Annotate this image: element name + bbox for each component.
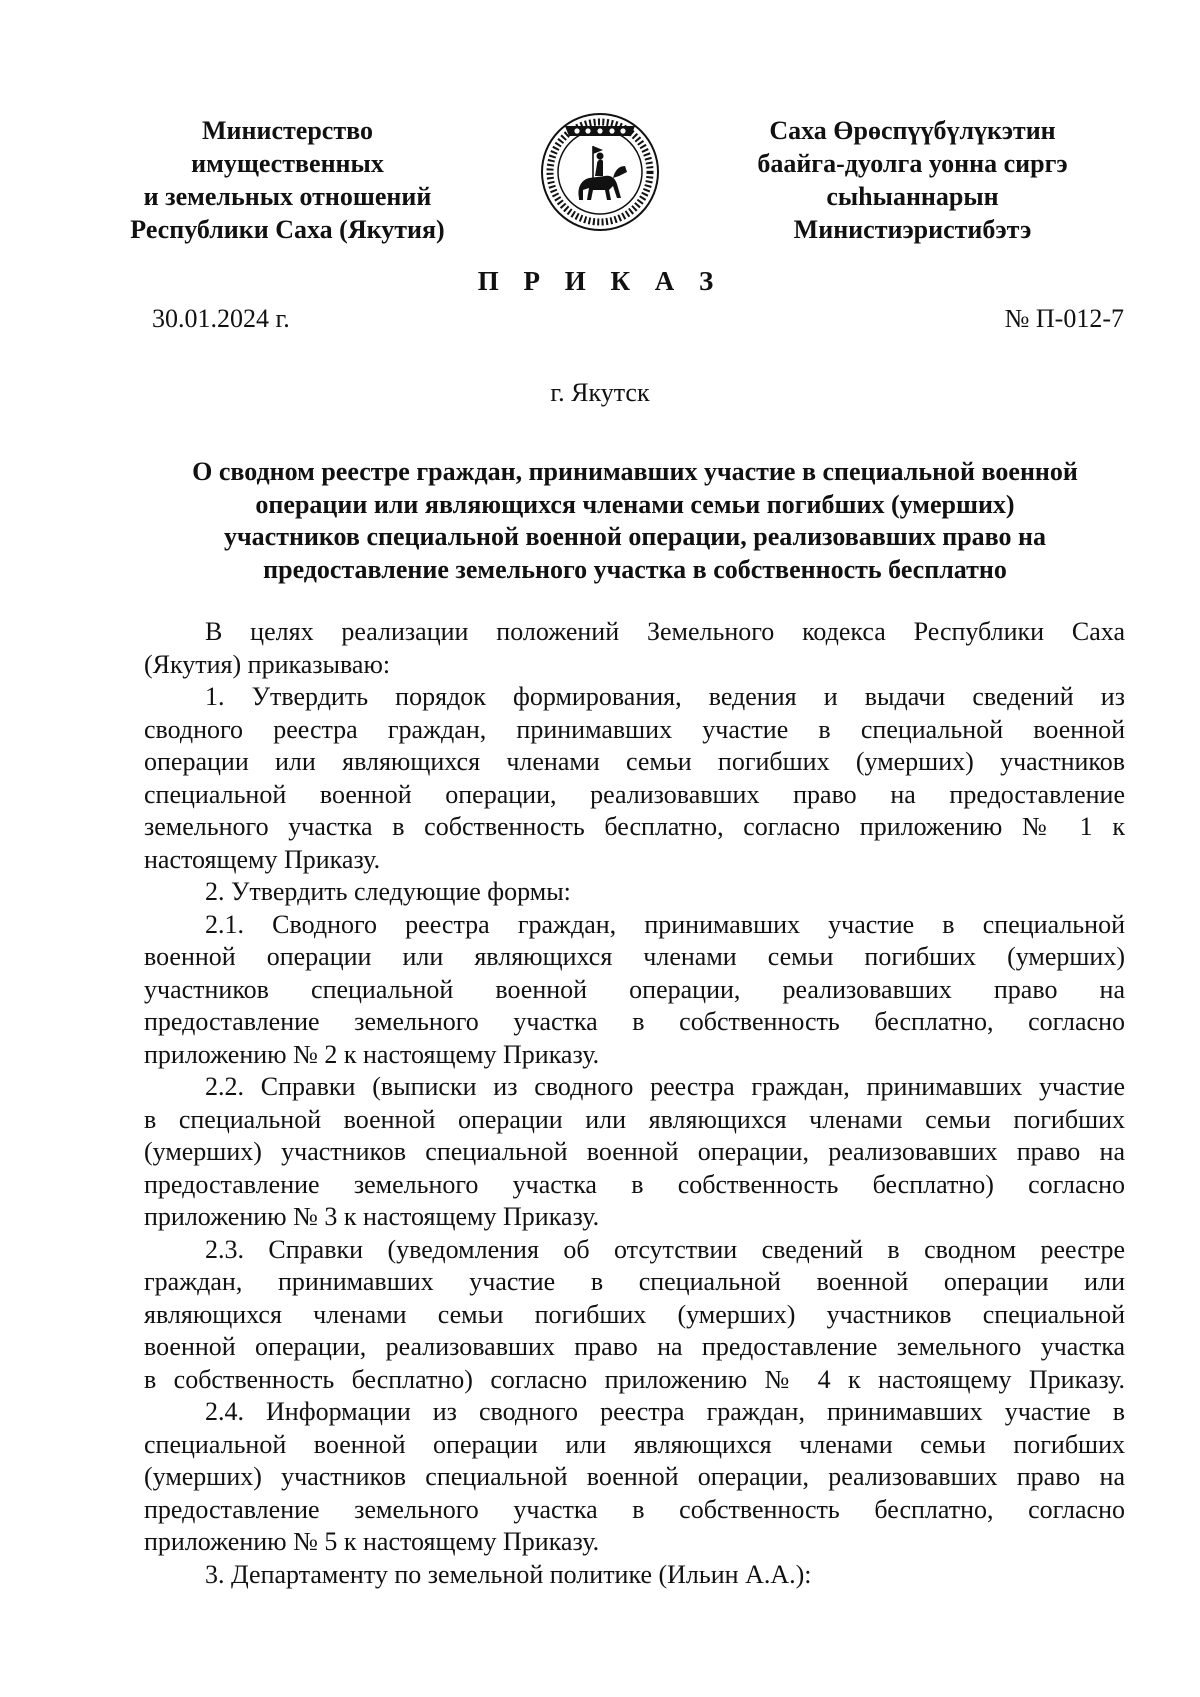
ministry-name-line: Министерство — [202, 116, 373, 145]
ministry-name-line: баайга-дуолга уонна сиргэ — [757, 149, 1068, 178]
body-line: приложению № 5 к настоящему Приказу. — [144, 1527, 600, 1556]
ministry-name-line: сыһыаннарын — [826, 182, 999, 211]
body-line: настоящему Приказу. — [144, 844, 381, 874]
body-line: 2.4. Информации из сводного реестра граждан, принимавших участие в — [205, 1397, 1125, 1426]
order-subject — [140, 456, 1130, 586]
body-line: военной операции или являющихся членами семьи погибших (умерших) — [144, 942, 1125, 971]
ministry-name-russian — [100, 114, 475, 246]
body-line: 3. Департаменту по земельной политике (Ильин А.А.): — [205, 1559, 812, 1589]
body-line: 2.2. Справки (выписки из сводного реестра граждан, принимавших участие — [205, 1072, 1125, 1101]
ministry-name-line: Республики Саха (Якутия) — [130, 215, 445, 244]
body-line: специальной военной операции или являющихся членами семьи погибших — [144, 1429, 1125, 1459]
body-line: приложению № 3 к настоящему Приказу. — [144, 1202, 600, 1231]
subject-line: участников специальной военной операции, реализовавших право на — [223, 522, 1047, 551]
body-line: операции или являющихся членами семьи погибших (умерших) участников — [144, 747, 1125, 776]
body-line: (умерших) участников специальной военной операции, реализовавших право на — [144, 1137, 1125, 1166]
order-number: № П-012-7 — [1004, 304, 1124, 333]
body-line: 1. Утвердить порядок формирования, ведения и выдачи сведений из — [205, 682, 1125, 711]
ministry-name-line: и земельных отношений — [143, 182, 432, 211]
body-line: в собственность бесплатно) согласно приложению № 4 к настоящему Приказу. — [144, 1364, 1125, 1394]
ministry-name-line: Саха Өрөспүүбүлүкэтин — [769, 116, 1056, 145]
subject-line: предоставление земельного участка в собственность бесплатно — [263, 554, 1007, 584]
body-line: (Якутия) приказываю: — [144, 649, 391, 679]
ministry-name-sakha — [680, 114, 1145, 246]
order-title: П Р И К А З — [477, 266, 723, 296]
body-line: участников специальной военной операции, реализовавших право на — [144, 974, 1125, 1004]
body-line: предоставление земельного участка в собственность бесплатно, согласно — [144, 1494, 1125, 1524]
sakha-republic-emblem-icon — [535, 106, 665, 236]
body-line: являющихся членами семьи погибших (умерших) участников специальной — [144, 1299, 1125, 1329]
body-line: земельного участка в собственность бесплатно, согласно приложению № 1 к — [144, 812, 1125, 841]
order-city: г. Якутск — [550, 378, 650, 407]
body-line: приложению № 2 к настоящему Приказу. — [144, 1039, 600, 1069]
body-line: в специальной военной операции или являющихся членами семьи погибших — [144, 1104, 1125, 1134]
body-line: 2.3. Справки (уведомления об отсутствии сведений в сводном реестре — [205, 1234, 1125, 1264]
body-line: предоставление земельного участка в собственность бесплатно, согласно — [144, 1007, 1125, 1036]
order-date: 30.01.2024 г. — [152, 304, 290, 333]
body-line: (умерших) участников специальной военной операции, реализовавших право на — [144, 1462, 1125, 1491]
order-body — [144, 616, 1125, 1591]
body-line: 2. Утвердить следующие формы: — [205, 877, 571, 906]
subject-line: операции или являющихся членами семьи погибших (умерших) — [255, 489, 1015, 519]
body-line: специальной военной операции, реализовавших право на предоставление — [144, 779, 1125, 809]
body-line: В целях реализации положений Земельного кодекса Республики Саха — [205, 617, 1125, 646]
body-line: предоставление земельного участка в собственность бесплатно) согласно — [144, 1169, 1125, 1199]
body-line: сводного реестра граждан, принимавших участие в специальной военной — [144, 714, 1125, 744]
subject-line: О сводном реестре граждан, принимавших участие в специальной военной — [192, 457, 1078, 486]
body-line: граждан, принимавших участие в специальной военной операции или — [144, 1267, 1125, 1296]
ministry-name-line: имущественных — [191, 149, 384, 178]
ministry-name-line: Министиэристибэтэ — [793, 215, 1032, 244]
body-line: военной операции, реализовавших право на предоставление земельного участка — [144, 1332, 1125, 1361]
body-line: 2.1. Сводного реестра граждан, принимавших участие в специальной — [205, 909, 1125, 939]
